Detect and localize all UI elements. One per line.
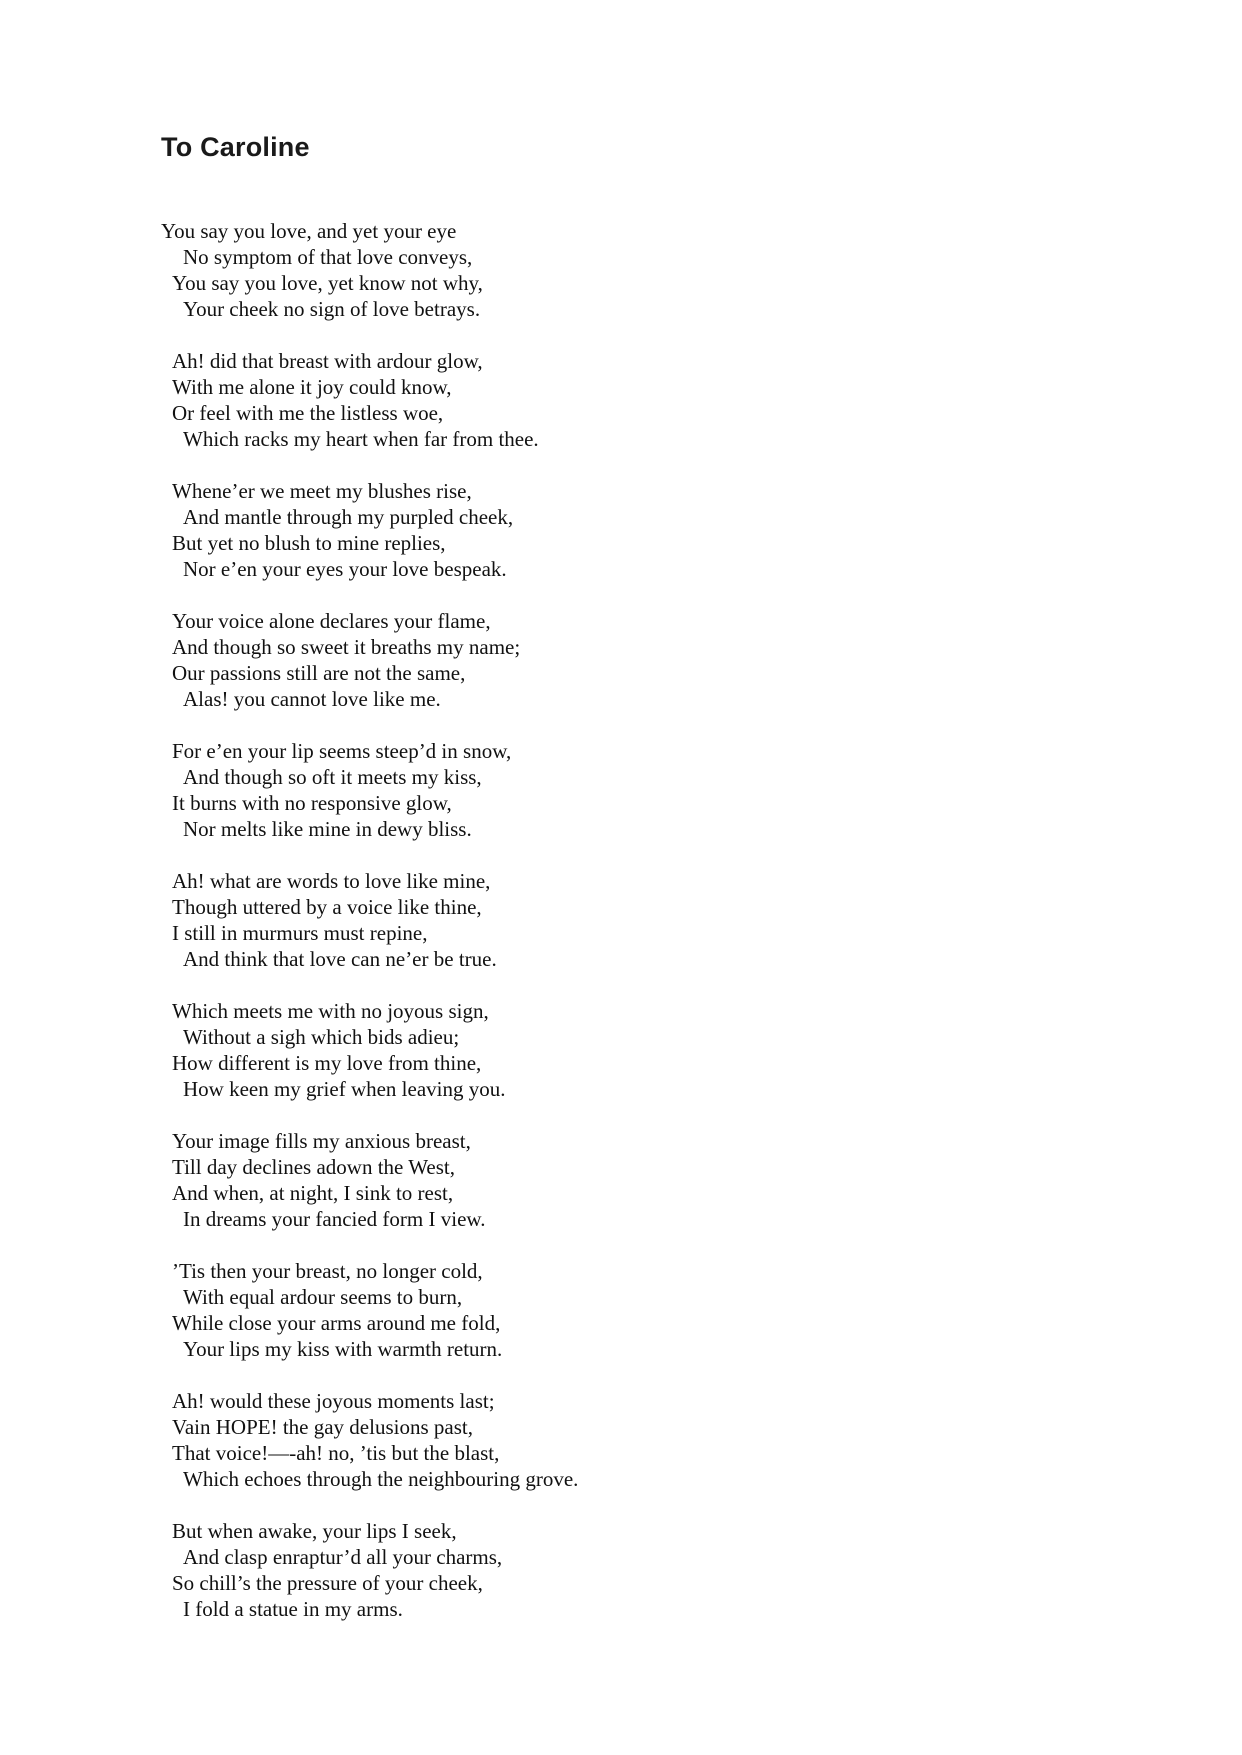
poem-line: That voice!—-ah! no, ’tis but the blast, — [172, 1441, 500, 1465]
stanza-3 — [161, 478, 578, 582]
poem-line: With equal ardour seems to burn, — [183, 1285, 463, 1309]
poem-line: Our passions still are not the same, — [172, 661, 466, 685]
poem-line: You say you love, and yet your eye — [161, 219, 457, 243]
stanza-10 — [161, 1388, 578, 1492]
poem-line: And think that love can ne’er be true. — [183, 947, 497, 971]
poem-line: But when awake, your lips I seek, — [172, 1519, 457, 1543]
poem-line: For e’en your lip seems steep’d in snow, — [172, 739, 512, 763]
poem-line: Your voice alone declares your flame, — [172, 609, 491, 633]
stanza-5 — [161, 738, 578, 842]
poem-line: And though so oft it meets my kiss, — [183, 765, 482, 789]
poem-line: I still in murmurs must repine, — [172, 921, 428, 945]
poem-line: ’Tis then your breast, no longer cold, — [172, 1259, 483, 1283]
poem-line: Your image fills my anxious breast, — [172, 1129, 471, 1153]
poem-line: While close your arms around me fold, — [172, 1311, 501, 1335]
poem-line: Alas! you cannot love like me. — [183, 687, 441, 711]
poem-line: How different is my love from thine, — [172, 1051, 482, 1075]
poem-line: So chill’s the pressure of your cheek, — [172, 1571, 483, 1595]
poem-line: Ah! did that breast with ardour glow, — [172, 349, 483, 373]
poem-line: In dreams your fancied form I view. — [183, 1207, 486, 1231]
poem-line: Ah! would these joyous moments last; — [172, 1389, 495, 1413]
poem-line: But yet no blush to mine replies, — [172, 531, 446, 555]
poem-line: Or feel with me the listless woe, — [172, 401, 444, 425]
poem-line: And mantle through my purpled cheek, — [183, 505, 514, 529]
poem-line: Ah! what are words to love like mine, — [172, 869, 491, 893]
poem-line: Nor melts like mine in dewy bliss. — [183, 817, 472, 841]
poem-line: Which echoes through the neighbouring grove. — [183, 1467, 579, 1491]
poem-line: Which meets me with no joyous sign, — [172, 999, 489, 1023]
poem-line: No symptom of that love conveys, — [183, 245, 473, 269]
poem-line: Though uttered by a voice like thine, — [172, 895, 482, 919]
stanza-7 — [161, 998, 578, 1102]
poem-line: And clasp enraptur’d all your charms, — [183, 1545, 503, 1569]
poem-line: I fold a statue in my arms. — [183, 1597, 403, 1621]
stanza-2 — [161, 348, 578, 452]
poem-line: And when, at night, I sink to rest, — [172, 1181, 454, 1205]
poem-title: To Caroline — [161, 132, 310, 162]
stanza-6 — [161, 868, 578, 972]
poem-line: With me alone it joy could know, — [172, 375, 452, 399]
stanza-8 — [161, 1128, 578, 1232]
poem-line: And though so sweet it breaths my name; — [172, 635, 521, 659]
poem-line: Your lips my kiss with warmth return. — [183, 1337, 503, 1361]
poem-line: Whene’er we meet my blushes rise, — [172, 479, 472, 503]
poem-line: Till day declines adown the West, — [172, 1155, 455, 1179]
stanza-1 — [161, 218, 578, 322]
stanza-9 — [161, 1258, 578, 1362]
poem-line: Which racks my heart when far from thee. — [183, 427, 539, 451]
poem-line: How keen my grief when leaving you. — [183, 1077, 506, 1101]
poem-body — [161, 218, 578, 1648]
poem-line: Without a sigh which bids adieu; — [183, 1025, 460, 1049]
poem-line: It burns with no responsive glow, — [172, 791, 452, 815]
poem-line: Vain HOPE! the gay delusions past, — [172, 1415, 473, 1439]
poem-line: You say you love, yet know not why, — [172, 271, 483, 295]
stanza-4 — [161, 608, 578, 712]
poem-line: Nor e’en your eyes your love bespeak. — [183, 557, 507, 581]
poem-line: Your cheek no sign of love betrays. — [183, 297, 481, 321]
stanza-11 — [161, 1518, 578, 1622]
